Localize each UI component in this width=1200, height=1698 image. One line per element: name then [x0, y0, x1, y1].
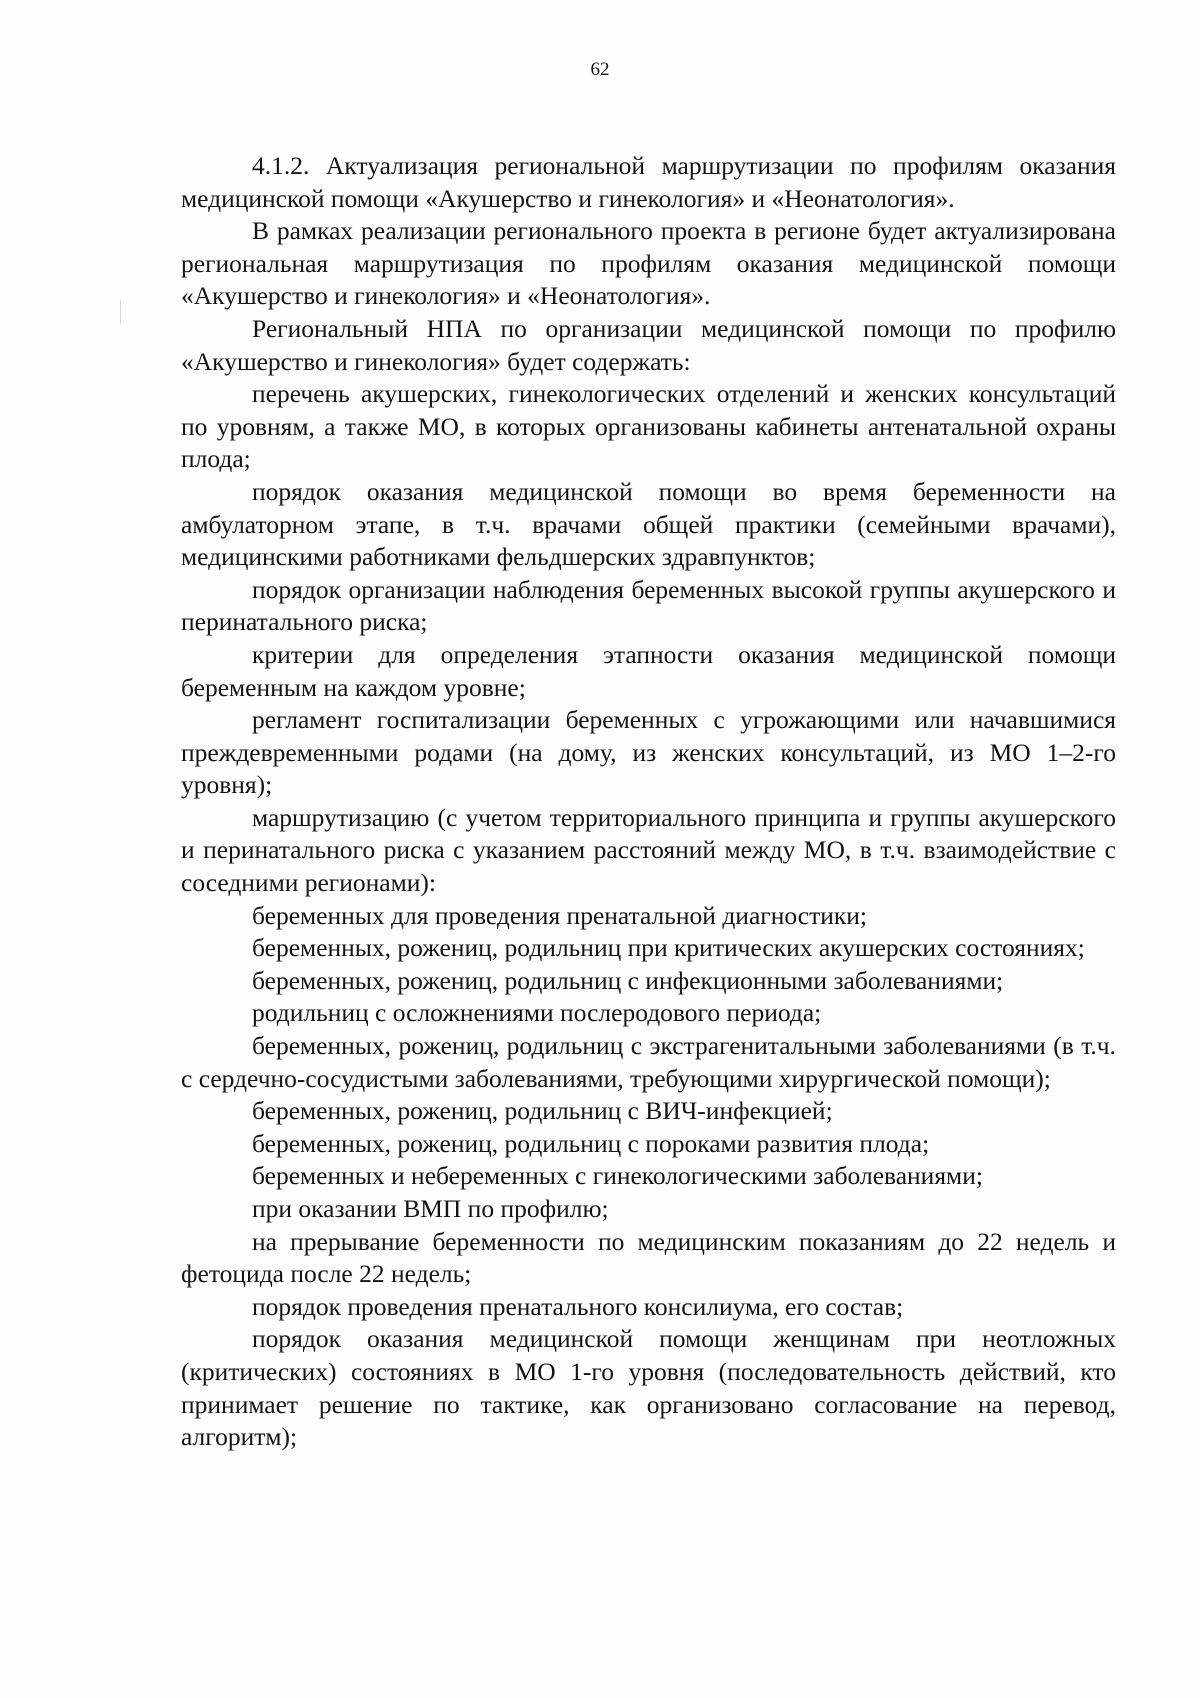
list-item: критерии для определения этапности оказания медицинской помощи беременным на каждом уровне; [181, 639, 1116, 702]
sub-list-item: беременных, рожениц, родильниц с пороками развития плода; [252, 1128, 930, 1158]
list-item: перечень акушерских, гинекологических отделений и женских консультаций по уровням, а также МО, в которых организованы кабинеты антенатальной охраны плода; [181, 379, 1116, 474]
list-item: порядок оказания медицинской помощи женщинам при неотложных (критических) состояниях в МО 1-го уровня (последовательность действий, кто принимает решение по тактике, как организовано согласование на перевод, алгоритм); [181, 1324, 1116, 1452]
sub-list-item: беременных, рожениц, родильниц при критических акушерских состояниях; [252, 933, 1085, 963]
section-heading-4-1-2: 4.1.2. Актуализация региональной маршрутизации по профилям оказания медицинской помощи «Акушерство и гинекология» и «Неонатология». [181, 151, 1116, 213]
paragraph-npa-contents: Региональный НПА по организации медицинской помощи по профилю «Акушерство и гинекология» будет содержать: [181, 313, 1116, 376]
sub-list-item: беременных для проведения пренатальной диагностики; [252, 900, 867, 930]
paragraph-project-intro: В рамках реализации регионального проекта в регионе будет актуализирована региональная маршрутизация по профилям оказания медицинской помощи «Акушерство и гинекология» и «Неонатология». [181, 216, 1116, 311]
list-item: маршрутизацию (с учетом территориального принципа и группы акушерского и перинатального риска с указанием расстояний между МО, в т.ч. взаимодействие с соседними регионами): [181, 802, 1116, 898]
sub-list-item: при оказании ВМП по профилю; [252, 1194, 609, 1223]
list-item: регламент госпитализации беременных с угрожающими или начавшимися преждевременными родами (на дому, из женских консультаций, из МО 1–2-го уровня); [181, 705, 1116, 800]
list-item: порядок оказания медицинской помощи во время беременности на амбулаторном этапе, в т.ч. врачами общей практики (семейными врачами), медицинскими работниками фельдшерских здравпунктов; [181, 476, 1116, 572]
scan-artifact [120, 300, 121, 324]
page-number: 62 [590, 59, 610, 80]
list-item: порядок проведения пренатального консилиума, его состав; [252, 1291, 904, 1321]
sub-list-item: родильниц с осложнениями послеродового периода; [252, 998, 822, 1028]
sub-list-item: на прерывание беременности по медицинским показаниям до 22 недель и фетоцида после 22 недель; [181, 1226, 1116, 1289]
sub-list-item: беременных, рожениц, родильниц с инфекционными заболеваниями; [252, 965, 1004, 995]
sub-list-item: беременных и небеременных с гинекологическими заболеваниями; [252, 1161, 983, 1191]
list-item: порядок организации наблюдения беременных высокой группы акушерского и перинатального риска; [181, 574, 1116, 637]
sub-list-item: беременных, рожениц, родильниц с ВИЧ-инфекцией; [252, 1096, 833, 1126]
body-text [181, 150, 1116, 1454]
sub-list-item: беременных, рожениц, родильниц с экстрагенитальными заболеваниями (в т.ч. с сердечно-сосудистыми заболеваниями, требующими хирургической помощи); [181, 1031, 1116, 1093]
